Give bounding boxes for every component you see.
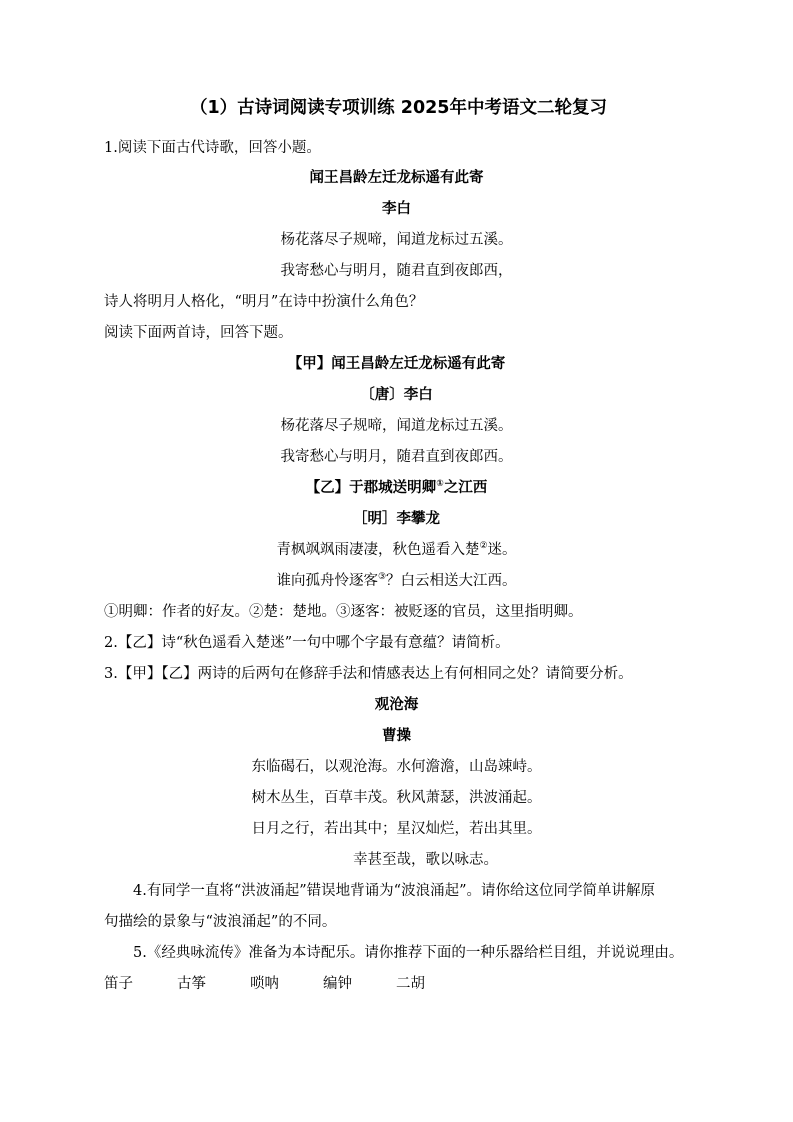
question-5: 5.《经典咏流传》准备为本诗配乐。请你推荐下面的一种乐器给栏目组，并说说理由。 [104, 945, 684, 961]
page-title: （1）古诗词阅读专项训练 2025年中考语文二轮复习 [190, 98, 607, 118]
poem-yi-line-1: 青枫飒飒雨凄凄，秋色遥看入楚②迷。 [276, 541, 517, 558]
question-2: 2.【乙】诗“秋色遥看入楚迷”一句中哪个字最有意蕴？请简析。 [104, 635, 510, 651]
poem-1-author: 李白 [382, 201, 411, 217]
question-1-question: 诗人将明月人格化，“明月”在诗中扮演什么角色？ [104, 294, 424, 310]
poem-1-line-2: 我寄愁心与明月，随君直到夜郎西， [280, 263, 513, 279]
instrument-option: 编钟 [323, 976, 352, 992]
poem-1-line-1: 杨花落尽子规啼，闻道龙标过五溪。 [280, 232, 513, 248]
poem-yi-line-2: 谁向孤舟怜逐客③？白云相送大江西。 [276, 572, 517, 589]
poem-jia-title: 【甲】闻王昌龄左迁龙标遥有此寄 [287, 356, 506, 372]
question-4-part-1: 4.有同学一直将“洪波涌起”错误地背诵为“波浪涌起”。请你给这位同学简单讲解原 [104, 883, 655, 899]
poem-3-line-4: 幸甚至哉，歌以咏志。 [295, 852, 498, 868]
poem-3-line-2: 树木丛生，百草丰茂。秋风萧瑟，洪波涌起。 [251, 790, 542, 806]
instrument-option: 唢呐 [250, 976, 279, 992]
poem-3-title: 观沧海 [374, 697, 419, 713]
poem-1-title: 闻王昌龄左迁龙标遥有此寄 [309, 170, 484, 186]
instrument-option: 二胡 [396, 976, 425, 992]
poem-jia-line-2: 我寄愁心与明月，随君直到夜郎西。 [280, 449, 513, 465]
question-3: 3.【甲】【乙】两诗的后两句在修辞手法和情感表达上有何相同之处？请简要分析。 [104, 666, 633, 682]
instrument-option: 古筝 [177, 976, 206, 992]
question-1-prompt: 1.阅读下面古代诗歌，回答小题。 [104, 140, 321, 156]
poem-yi-author: ［明］李攀龙 [353, 511, 440, 527]
instrument-options [104, 974, 469, 994]
poem-3-author: 曹操 [382, 728, 411, 744]
poem-yi-title: 【乙】于郡城送明卿①之江西 [305, 479, 488, 496]
instrument-option: 笛子 [104, 976, 133, 992]
section-2-prompt: 阅读下面两首诗，回答下题。 [104, 325, 293, 341]
poem-3-line-1: 东临碣石，以观沧海。水何澹澹，山岛竦峙。 [251, 759, 542, 775]
poem-jia-author: 〔唐〕李白 [360, 387, 433, 403]
poem-jia-line-1: 杨花落尽子规啼，闻道龙标过五溪。 [280, 418, 513, 434]
poem-3-line-3: 日月之行，若出其中；星汉灿烂，若出其里。 [251, 821, 542, 837]
question-4-part-2: 句描绘的景象与“波浪涌起”的不同。 [104, 914, 337, 930]
poem-yi-annotations: ①明卿：作者的好友。②楚：楚地。③逐客：被贬逐的官员，这里指明卿。 [104, 604, 583, 620]
